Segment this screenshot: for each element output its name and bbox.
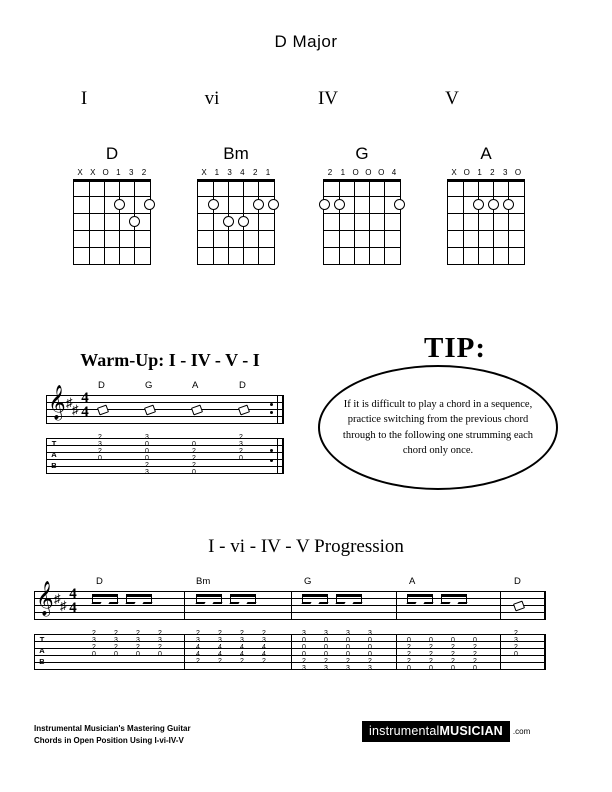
tab-number: 2	[98, 448, 102, 455]
tab-number: 0	[346, 651, 350, 658]
progression-tab-staff	[34, 630, 546, 672]
tab-number: 0	[192, 441, 196, 448]
tab-letter-a: A	[51, 450, 57, 459]
tab-number: 4	[196, 651, 200, 658]
tab-number: 0	[346, 644, 350, 651]
fret-dot	[238, 216, 249, 227]
marker: 2	[327, 168, 333, 177]
tab-number: 2	[514, 630, 518, 637]
marker: X	[451, 168, 457, 177]
fret-dot	[334, 199, 345, 210]
tab-number: 3	[145, 434, 149, 441]
tab-number: 4	[240, 651, 244, 658]
chord-diagram-d	[62, 168, 162, 265]
tab-number: 3	[158, 637, 162, 644]
chord-diagram-bm	[186, 168, 286, 265]
tab-number: 2	[145, 462, 149, 469]
tab-number: 2	[262, 630, 266, 637]
tab-number: 3	[136, 637, 140, 644]
marker: X	[77, 168, 83, 177]
tab-number: 2	[473, 658, 477, 665]
tab-number: 0	[145, 441, 149, 448]
fret-dot	[223, 216, 234, 227]
tab-number: 2	[473, 644, 477, 651]
prog-chord-label: D	[96, 576, 103, 587]
fret-dot	[394, 199, 405, 210]
tab-number: 0	[302, 637, 306, 644]
tab-letter-b: B	[51, 461, 57, 470]
tab-number: 2	[324, 658, 328, 665]
tab-number: 2	[239, 434, 243, 441]
fretboard-grid	[197, 179, 275, 265]
tab-number: 0	[514, 651, 518, 658]
fret-dot	[114, 199, 125, 210]
tab-number: 3	[346, 665, 350, 672]
tab-letter-t: T	[39, 635, 45, 644]
fret-dot	[129, 216, 140, 227]
tab-number: 0	[473, 637, 477, 644]
note-head	[144, 405, 156, 416]
tab-number: 4	[262, 651, 266, 658]
marker: O	[102, 168, 109, 177]
tab-number: 2	[239, 448, 243, 455]
prog-chord-label: Bm	[196, 576, 211, 587]
tab-number: 3	[324, 665, 328, 672]
marker: X	[201, 168, 207, 177]
tab-number: 0	[98, 455, 102, 462]
tab-number: 0	[145, 448, 149, 455]
tab-number: 3	[239, 441, 243, 448]
key-sharp-icon: ♯	[54, 591, 61, 606]
finger-markers-d	[74, 168, 150, 177]
tab-number: 3	[262, 637, 266, 644]
tab-number: 3	[145, 469, 149, 476]
tab-number: 2	[451, 658, 455, 665]
roman-numeral-3: IV	[317, 88, 339, 109]
tab-number: 0	[114, 651, 118, 658]
logo-suffix: .com	[512, 727, 531, 736]
tab-number: 2	[218, 630, 222, 637]
tab-number: 4	[218, 651, 222, 658]
tab-number: 3	[302, 665, 306, 672]
tab-number: 3	[92, 637, 96, 644]
marker: O	[352, 168, 359, 177]
tab-number: 2	[98, 434, 102, 441]
tab-number: 0	[407, 637, 411, 644]
tab-number: 0	[368, 651, 372, 658]
marker: O	[463, 168, 470, 177]
finger-markers-a	[448, 168, 524, 177]
tab-number: 3	[346, 630, 350, 637]
tab-number: 3	[196, 637, 200, 644]
fretboard-grid	[73, 179, 151, 265]
treble-clef-icon: 𝄞	[36, 582, 54, 615]
note-head	[191, 405, 203, 416]
tab-number: 0	[192, 469, 196, 476]
key-sharp-icon: ♯	[66, 395, 73, 410]
marker: 3	[227, 168, 232, 177]
tab-number: 4	[262, 644, 266, 651]
marker: O	[378, 168, 385, 177]
warmup-chord-label: D	[98, 380, 105, 391]
tab-number: 0	[324, 644, 328, 651]
progression-staff	[34, 582, 546, 619]
tab-number: 2	[368, 658, 372, 665]
marker: 3	[502, 168, 508, 177]
tab-number: 2	[136, 644, 140, 651]
marker: O	[514, 168, 522, 177]
tip-oval	[318, 365, 558, 490]
fretboard-grid	[447, 179, 525, 265]
tab-number: 0	[429, 665, 433, 672]
time-signature-top: 4	[81, 390, 89, 406]
chord-name-g: G	[355, 144, 369, 163]
tab-number: 0	[451, 637, 455, 644]
tip-text: If it is difficult to play a chord in a sequence, practice switching from the previous chord through to the following one strumming each chord only once.	[342, 399, 534, 456]
tab-number: 2	[92, 630, 96, 637]
warmup-notation	[46, 380, 296, 490]
tab-number: 0	[239, 455, 243, 462]
marker: 1	[214, 168, 220, 177]
tab-number: 0	[92, 651, 96, 658]
tab-number: 0	[451, 665, 455, 672]
tab-number: 2	[158, 644, 162, 651]
tab-number: 0	[368, 637, 372, 644]
tab-number: 0	[473, 665, 477, 672]
tab-number: 3	[368, 665, 372, 672]
tab-number: 2	[192, 455, 196, 462]
tab-number: 2	[302, 658, 306, 665]
tab-number: 0	[324, 651, 328, 658]
tip-label: TIP:	[424, 332, 486, 364]
warmup-chord-label: G	[145, 380, 153, 391]
tab-number: 2	[451, 651, 455, 658]
tab-letter-t: T	[51, 439, 57, 448]
note-head	[513, 601, 525, 612]
tab-number: 3	[324, 630, 328, 637]
prog-chord-label: D	[514, 576, 521, 587]
tab-number: 2	[473, 651, 477, 658]
tab-number: 4	[196, 644, 200, 651]
prog-chord-label: G	[304, 576, 312, 587]
marker: X	[90, 168, 96, 177]
page-title: D Major	[274, 32, 338, 51]
chord-name-a: A	[480, 144, 492, 163]
note-head	[97, 405, 109, 416]
tab-number: 2	[158, 630, 162, 637]
marker: 4	[391, 168, 397, 177]
time-signature-top: 4	[69, 586, 77, 602]
tab-number: 2	[429, 651, 433, 658]
tab-number: 0	[302, 651, 306, 658]
tab-number: 2	[196, 630, 200, 637]
fret-dot	[473, 199, 484, 210]
marker: 3	[128, 168, 134, 177]
chord-diagram-g	[312, 168, 412, 265]
key-sharp-icon: ♯	[60, 598, 67, 613]
tab-number: 0	[368, 644, 372, 651]
tab-number: 2	[240, 630, 244, 637]
marker: 1	[265, 168, 271, 177]
tab-number: 2	[429, 658, 433, 665]
chord-name-row	[0, 144, 612, 168]
fret-dot	[144, 199, 155, 210]
tab-number: 2	[429, 644, 433, 651]
warmup-staff	[46, 386, 284, 423]
key-sharp-icon: ♯	[72, 402, 79, 417]
marker: O	[365, 168, 372, 177]
tab-number: 3	[368, 630, 372, 637]
fret-dot	[253, 199, 264, 210]
tab-number: 2	[114, 630, 118, 637]
fret-dot	[208, 199, 219, 210]
progression-title: I - vi - IV - V Progression	[208, 536, 404, 557]
finger-markers-g	[324, 168, 400, 177]
time-signature-bottom: 4	[69, 600, 77, 616]
fretboard-grid	[323, 179, 401, 265]
tab-letter-b: B	[39, 657, 45, 666]
marker: 1	[477, 168, 482, 177]
marker: 2	[490, 168, 495, 177]
chord-name-d: D	[105, 144, 119, 163]
tab-number: 2	[514, 644, 518, 651]
roman-numeral-1: I	[80, 88, 88, 109]
logo-box	[362, 721, 510, 742]
fret-dot	[319, 199, 330, 210]
tab-number: 2	[196, 658, 200, 665]
tab-number: 0	[324, 637, 328, 644]
tab-number: 0	[136, 651, 140, 658]
warmup-chord-label: D	[239, 380, 246, 391]
marker: 1	[116, 168, 121, 177]
tab-number: 0	[346, 637, 350, 644]
tab-number: 0	[145, 455, 149, 462]
tab-number: 2	[262, 658, 266, 665]
tab-number: 0	[158, 651, 162, 658]
warmup-chord-label: A	[192, 380, 199, 391]
marker: 2	[141, 168, 147, 177]
tab-number: 3	[114, 637, 118, 644]
chord-diagram-a	[436, 168, 536, 265]
fret-dot	[503, 199, 514, 210]
prog-chord-label: A	[409, 576, 416, 587]
tab-number: 2	[192, 448, 196, 455]
marker: 2	[252, 168, 258, 177]
tab-number: 3	[240, 637, 244, 644]
tab-number: 2	[136, 630, 140, 637]
tab-number: 3	[302, 630, 306, 637]
note-head	[238, 405, 250, 416]
roman-numeral-4: V	[445, 88, 459, 109]
tab-number: 3	[218, 637, 222, 644]
tab-number: 2	[92, 644, 96, 651]
tab-number: 2	[451, 644, 455, 651]
footer-caption	[34, 723, 264, 747]
tab-number: 3	[514, 637, 518, 644]
tab-number: 2	[407, 651, 411, 658]
tab-number: 2	[114, 644, 118, 651]
warmup-tab-staff	[46, 434, 284, 476]
roman-numeral-row	[0, 88, 612, 112]
tab-number: 2	[192, 462, 196, 469]
chord-diagram-row	[0, 168, 612, 288]
tab-number: 0	[407, 665, 411, 672]
tab-number: 0	[429, 637, 433, 644]
treble-clef-icon: 𝄞	[48, 386, 66, 419]
tab-number: 2	[218, 658, 222, 665]
brand-logo[interactable]	[362, 722, 530, 741]
marker: 1	[340, 168, 346, 177]
tab-letter-a: A	[39, 646, 45, 655]
time-signature-bottom: 4	[81, 404, 89, 420]
footer-line-2: Chords in Open Position Using I-vi-IV-V	[34, 736, 184, 745]
marker: 4	[240, 168, 245, 177]
tab-number: 2	[407, 658, 411, 665]
tab-number: 2	[407, 644, 411, 651]
warmup-title: Warm-Up: I - IV - V - I	[80, 350, 260, 370]
logo-bold-text: MUSICIAN	[439, 724, 503, 738]
fret-dot	[488, 199, 499, 210]
progression-notation	[34, 576, 579, 696]
chord-name-bm: Bm	[223, 144, 249, 163]
roman-numeral-2: vi	[204, 88, 220, 109]
finger-markers-bm	[198, 168, 274, 177]
fret-dot	[268, 199, 279, 210]
tab-number: 4	[240, 644, 244, 651]
footer-line-1: Instrumental Musician's Mastering Guitar	[34, 724, 191, 733]
logo-light-text: instrumental	[369, 724, 440, 738]
tab-number: 2	[240, 658, 244, 665]
tab-number: 4	[218, 644, 222, 651]
tab-number: 0	[302, 644, 306, 651]
tab-number: 3	[98, 441, 102, 448]
tab-number: 2	[346, 658, 350, 665]
